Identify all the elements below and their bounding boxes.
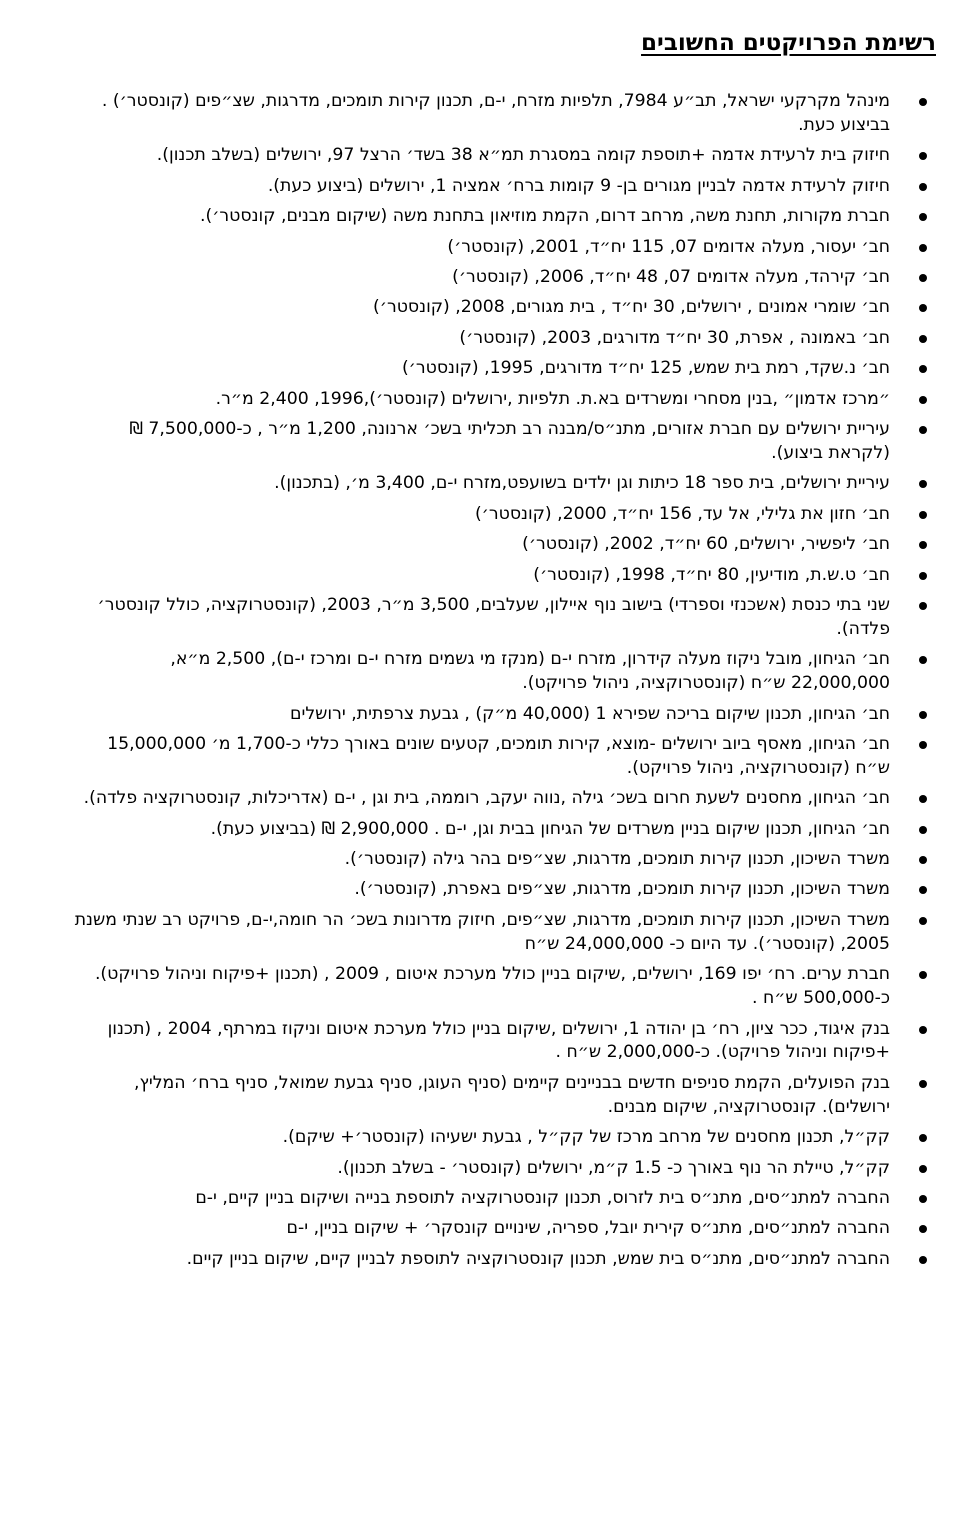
bullet-icon (919, 396, 927, 404)
list-item (70, 564, 930, 588)
bullet-icon (919, 1195, 927, 1203)
item-text: חברת ערים. רח׳ יפו 169, ירושלים, ,שיקום בניין כולל מערכת איטום , 2009 , (תכנון +פיקוח וניהול פרויקט). כ-500,000 ש״ח . (94, 964, 890, 1009)
bullet-icon (919, 917, 927, 925)
item-text: חב׳ באמונה , אפרת, 30 יח״ד מדורגים, 2003, (קונסטר׳) (459, 327, 890, 348)
item-text: מינהל מקרקעי ישראל, תב״ע 7984, תלפיות מזרח, י-ם, תכנון קירות תומכים, מדרגות, שצ״פים (קונסטר׳) . בביצוע כעת. (101, 91, 890, 135)
item-text: משרד השיכון, תכנון קירות תומכים, מדרגות, שצ״פים, חיזוק מדרונות בשכ׳ הר חומה,י-ם, פרויקט רב שנתי משנת 2005, (קונסטר׳). עד היום כ- 24,000,000 ש״ח (74, 909, 890, 954)
list-item (70, 1248, 930, 1272)
bullet-icon (919, 886, 927, 894)
bullet-icon (919, 741, 927, 749)
bullet-icon (919, 572, 927, 580)
item-text: חב׳ הגיחון, מחסנים לשעת חרום בשכ׳ גילה ,נווה יעקב, רוממה, בית וגן , י-ם (אדריכלות, קונסטרוקציה פלדה). (83, 788, 890, 809)
item-text: חברת מקורות, תחנת משה, מרחב דרום, הקמת מוזיאון בתחנת משה (שיקום מבנים, קונסטר׳). (200, 206, 890, 227)
list-item (70, 388, 930, 412)
list-item (70, 648, 930, 696)
item-text: חב׳ הגיחון, תכנון שיקום בריכה שפירא 1 (40,000 מ״ק) , גבעת צרפתית, ירושלים (290, 703, 890, 724)
item-text: חב׳ יעסור, מעלה אדומים 07, 115 יח״ד, 2001, (קונסטר׳) (447, 236, 890, 257)
bullet-icon (919, 1026, 927, 1034)
item-text: חב׳ הגיחון, מאסף ביוב ירושלים -מוצא, קירות תומכים, קטעים שונים באורך כללי כ-1,700 מ׳ 15,000,000 ש״ח (קונסטרוקציה, ניהול פרויקט). (107, 733, 890, 778)
bullet-icon (919, 365, 927, 373)
item-text: חב׳ הגיחון, מובל ניקוז מעלה קידרון, מזרח י-ם (מנקז מי גשמים מזרח י-ם ומרכז י-ם), 2,500 מ״א, 22,000,000 ש״ח (קונסטרוקציה, ניהול פרויקט). (170, 649, 890, 694)
list-item (70, 296, 930, 320)
list-item (70, 1217, 930, 1241)
list-item (70, 205, 930, 229)
bullet-icon (919, 335, 927, 343)
list-item (70, 175, 930, 199)
list-item (70, 733, 930, 781)
bullet-icon (919, 1256, 927, 1264)
item-text: חב׳ ט.ש.ת, מודיעין, 80 יח״ד, 1998, (קונסטר׳) (533, 564, 890, 585)
bullet-icon (919, 656, 927, 664)
list-item (70, 90, 930, 138)
bullet-icon (919, 795, 927, 803)
list-item (70, 418, 930, 466)
list-item (70, 787, 930, 811)
item-text: חב׳ ליפשיר, ירושלים, 60 יח״ד, 2002, (קונסטר׳) (522, 534, 890, 555)
list-item (70, 594, 930, 642)
bullet-icon (919, 971, 927, 979)
item-text: ״מרכז אדמון״ ,בנין מסחרי ומשרדים בא.ת. תלפיות ,ירושלים (קונסטר׳),1996, 2,400 מ״ר. (215, 388, 890, 409)
page-title: רשימת הפרויקטים החשובים (641, 30, 936, 56)
bullet-icon (919, 1080, 927, 1088)
list-item (70, 1018, 930, 1066)
item-text: חב׳ נ.שקד, רמת בית שמש, 125 יח״ד מדורגים, 1995, (קונסטר׳) (401, 358, 890, 379)
list-item (70, 818, 930, 842)
projects-list (70, 90, 930, 1278)
bullet-icon (919, 541, 927, 549)
item-text: החברה למתנ״סים, מתנ״ס בית לזרוס, תכנון קונסטרוקציה לתוספת בנייה ושיקום בניין קיים, י-ם (195, 1187, 890, 1208)
list-item (70, 236, 930, 260)
list-item (70, 1157, 930, 1181)
list-item (70, 848, 930, 872)
bullet-icon (919, 602, 927, 610)
bullet-icon (919, 856, 927, 864)
list-item (70, 357, 930, 381)
bullet-icon (919, 183, 927, 191)
list-item (70, 909, 930, 957)
bullet-icon (919, 711, 927, 719)
item-text: החברה למתנ״סים, מתנ״ס בית שמש, תכנון קונסטרוקציה לתוספת לבניין קיים, שיקום בניין קיים. (186, 1248, 890, 1269)
item-text: בנק איגוד, ככר ציון, רח׳ בן יהודה 1, ירושלים ,שיקום בניין כולל מערכת איטום וניקוז במרתף, 2004 , (תכנון +פיקוח וניהול פרויקט). כ-2,000,000 ש״ח . (107, 1018, 890, 1063)
bullet-icon (919, 826, 927, 834)
bullet-icon (919, 274, 927, 282)
bullet-icon (919, 1165, 927, 1173)
list-item (70, 1187, 930, 1211)
item-text: משרד השיכון, תכנון קירות תומכים, מדרגות, שצ״פים בהר גילה (קונסטר׳). (344, 849, 890, 870)
list-item (70, 1072, 930, 1120)
list-item (70, 533, 930, 557)
item-text: חב׳ קירהד, מעלה אדומים 07, 48 יח״ד, 2006, (קונסטר׳) (452, 266, 890, 287)
item-text: משרד השיכון, תכנון קירות תומכים, מדרגות, שצ״פים באפרת, (קונסטר׳). (354, 879, 890, 900)
bullet-icon (919, 98, 927, 106)
list-item (70, 266, 930, 290)
item-text: חיזוק בית לרעידת אדמה +תוספת קומה במסגרת תמ״א 38 בשד׳ הרצל 97, ירושלים (בשלב תכנון). (156, 145, 890, 166)
list-item (70, 963, 930, 1011)
bullet-icon (919, 480, 927, 488)
bullet-icon (919, 1134, 927, 1142)
item-text: חיזוק לרעידת אדמה לבניין מגורים בן- 9 קומות ברח׳ אמציה 1, ירושלים (ביצוע כעת). (267, 175, 890, 196)
bullet-icon (919, 1225, 927, 1233)
list-item (70, 1126, 930, 1150)
item-text: עיריית ירושלים, בית ספר 18 כיתות וגן ילדים בשועפט,מזרח י-ם, 3,400 מ׳, (בתכנון). (274, 473, 890, 494)
item-text: חב׳ שומרי אמונים , ירושלים, 30 יח״ד , בית מגורים, 2008, (קונסטר׳) (373, 297, 890, 318)
list-item (70, 703, 930, 727)
item-text: שני בתי כנסת (אשכנזי וספרדי) בישוב נוף איילון, שעלבים, 3,500 מ״ר, 2003, (קונסטרוקציה, כולל קונסטר׳ פלדה). (97, 594, 890, 639)
bullet-icon (919, 511, 927, 519)
bullet-icon (919, 426, 927, 434)
item-text: החברה למתנ״סים, מתנ״ס קירית יובל, ספריה, שינויים קונסקר׳ + שיקום בניין, י-ם (286, 1218, 890, 1239)
bullet-icon (919, 304, 927, 312)
item-text: עיריית ירושלים עם חברת אזורים, מתנ״ס/מבנה רב תכליתי בשכ׳ ארנונה, 1,200 מ״ר , כ-7,500,000 ₪ (לקראת ביצוע). (129, 418, 890, 463)
item-text: חב׳ חזון את גלילי, אל עד, 156 יח״ד, 2000, (קונסטר׳) (474, 503, 890, 524)
list-item (70, 503, 930, 527)
list-item (70, 144, 930, 168)
bullet-icon (919, 152, 927, 160)
item-text: קק״ל, טיילת הר נוף באורך כ- 1.5 ק״מ, ירושלים (קונסטר׳ - בשלב תכנון). (337, 1157, 890, 1178)
item-text: חב׳ הגיחון, תכנון שיקום בניין משרדים של הגיחון בבית וגן, י-ם . 2,900,000 ₪ (בביצוע כעת). (210, 818, 890, 839)
item-text: בנק הפועלים, הקמת סניפים חדשים בבניינים קיימים (סניף העוגן, סניף גבעת שמואל, סניף ברח׳ המליץ, ירושלים). קונסטרוקציה, שיקום מבנים. (134, 1072, 890, 1117)
list-item (70, 327, 930, 351)
list-item (70, 472, 930, 496)
item-text: קק״ל, תכנון מחסנים של מרחב מרכז של קק״ל , גבעת ישעיהו (קונסטר׳+ שיקם). (282, 1127, 890, 1148)
list-item (70, 878, 930, 902)
bullet-icon (919, 213, 927, 221)
bullet-icon (919, 244, 927, 252)
